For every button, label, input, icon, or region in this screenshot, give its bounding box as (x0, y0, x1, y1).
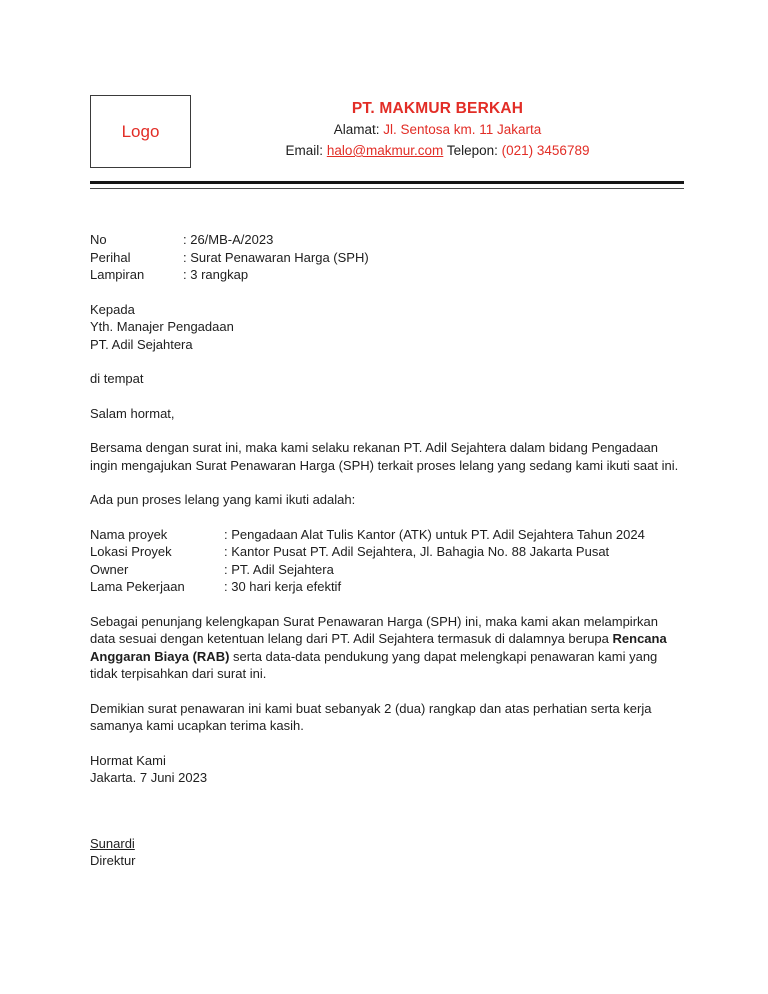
project-value: : Pengadaan Alat Tulis Kantor (ATK) untuk PT. Adil Sejahtera Tahun 2024 (224, 526, 645, 542)
meta-value: : 26/MB-A/2023 (183, 232, 274, 247)
signoff-block (90, 752, 684, 870)
meta-row-no (90, 231, 684, 249)
recipient-name: Yth. Manajer Pengadaan (90, 319, 234, 334)
project-label: Lokasi Proyek (90, 544, 172, 559)
project-value: : PT. Adil Sejahtera (224, 561, 334, 577)
project-value: : Kantor Pusat PT. Adil Sejahtera, Jl. Bahagia No. 88 Jakarta Pusat (224, 544, 610, 559)
company-name: PT. MAKMUR BERKAH (351, 100, 524, 117)
address-label: Alamat: (333, 122, 380, 137)
divider-thick-line (90, 181, 684, 184)
company-logo (90, 95, 191, 168)
attachment-text-2: serta data-data pendukung yang dapat melengkapi penawaran kami yang tidak terpisahkan dari surat ini. (90, 648, 658, 681)
phone-value: (021) 3456789 (501, 143, 590, 158)
recipient-block (90, 301, 684, 354)
project-value: : 30 hari kerja efektif (224, 579, 342, 594)
project-row-nama (90, 526, 684, 544)
project-label: Lama Pekerjaan (90, 579, 185, 594)
project-row-lokasi (90, 543, 684, 561)
project-row-lama (90, 578, 684, 596)
meta-row-perihal (90, 249, 684, 267)
letter-body (90, 231, 684, 870)
letterhead (90, 95, 684, 168)
signoff-salute: Hormat Kami (90, 752, 166, 768)
meta-row-lampiran (90, 266, 684, 284)
logo-placeholder-text: Logo (121, 121, 160, 141)
project-label: Nama proyek (90, 526, 168, 542)
phone-label: Telepon: (446, 143, 498, 158)
email-link[interactable]: halo@makmur.com (326, 143, 444, 158)
meta-value: : Surat Penawaran Harga (SPH) (183, 249, 369, 265)
signer-name: Sunardi (90, 835, 135, 851)
project-label: Owner (90, 561, 129, 577)
divider-thin-line (90, 188, 684, 189)
letterhead-info (191, 95, 684, 161)
paragraph-intro: Bersama dengan surat ini, maka kami selaku rekanan PT. Adil Sejahtera dalam bidang Pengadaan ingin mengajukan Surat Penawaran Harga (SPH) terkait proses lelang yang sedang kami ikuti saat ini. (90, 440, 679, 473)
meta-label: Perihal (90, 249, 131, 265)
company-address-line (191, 119, 684, 140)
meta-label: Lampiran (90, 267, 145, 282)
company-contact-line (191, 140, 684, 161)
letter-meta (90, 231, 684, 284)
project-details (90, 526, 684, 596)
meta-value: : 3 rangkap (183, 267, 249, 282)
address-value: Jl. Sentosa km. 11 Jakarta (383, 122, 542, 137)
attachment-bold-phrase: Rencana Anggaran Biaya (RAB) (90, 631, 667, 664)
paragraph-closing: Demikian surat penawaran ini kami buat sebanyak 2 (dua) rangkap dan atas perhatian serta kerja samanya kami ucapkan terima kasih. (90, 700, 652, 733)
paragraph-attachment (90, 613, 684, 683)
paragraph-lead-in: Ada pun proses lelang yang kami ikuti adalah: (90, 492, 356, 507)
project-row-owner (90, 561, 684, 579)
recipient-kepada: Kepada (90, 301, 135, 317)
signer-title: Direktur (90, 853, 136, 868)
recipient-place: di tempat (90, 371, 144, 386)
email-label: Email: (285, 143, 324, 158)
recipient-company: PT. Adil Sejahtera (90, 336, 193, 352)
meta-label: No (90, 232, 107, 247)
attachment-text-1: Sebagai penunjang kelengkapan Surat Penawaran Harga (SPH) ini, maka kami akan melampirkan data sesuai dengan ketentuan lelang dari PT. Adil Sejahtera termasuk di dalamnya berupa (90, 613, 658, 646)
signoff-place-date: Jakarta. 7 Juni 2023 (90, 770, 208, 785)
letterhead-divider (90, 181, 684, 189)
salutation: Salam hormat, (90, 405, 175, 421)
